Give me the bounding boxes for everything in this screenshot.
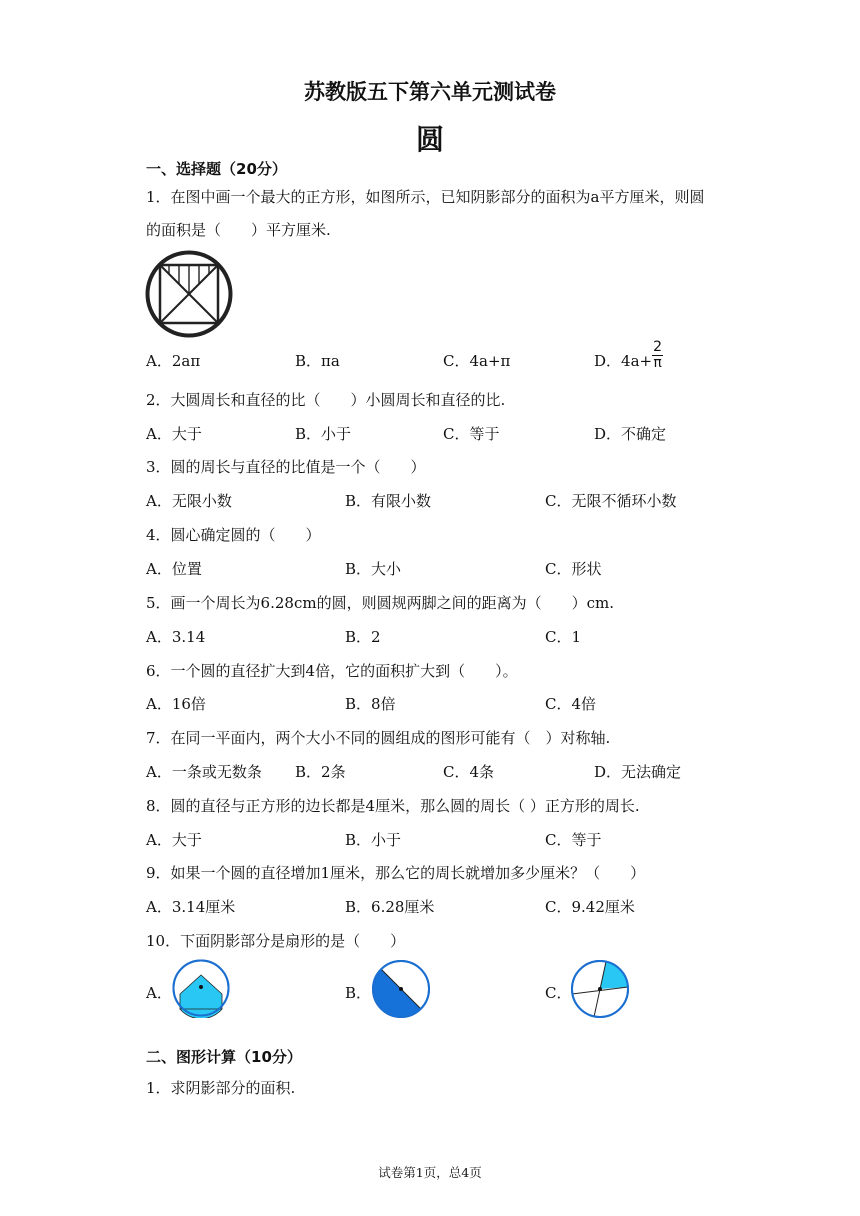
- option-c: C．4倍: [545, 695, 597, 713]
- option-b: B．小于: [295, 425, 352, 443]
- option-a: A．2aπ: [146, 352, 201, 370]
- section-heading: 一、选择题（20分）: [146, 160, 287, 178]
- question-text: 8．圆的直径与正方形的边长都是4厘米，那么圆的周长（ ）正方形的周长.: [146, 797, 640, 815]
- exam-title: 苏教版五下第六单元测试卷: [304, 79, 556, 104]
- option-c: C．9.42厘米: [545, 898, 635, 916]
- option-a: A．一条或无数条: [146, 763, 262, 781]
- option-b: B．大小: [345, 560, 402, 578]
- option-b: B．有限小数: [345, 492, 432, 510]
- option-b: B．6.28厘米: [345, 898, 435, 916]
- q10-figure-c: [569, 958, 631, 1020]
- question-text: 10．下面阴影部分是扇形的是（ ）: [146, 932, 406, 950]
- option-a: A．16倍: [146, 695, 206, 713]
- question-text: 2．大圆周长和直径的比（ ）小圆周长和直径的比.: [146, 391, 506, 409]
- option-d: [594, 338, 663, 371]
- option-c: C．无限不循环小数: [545, 492, 677, 510]
- q10-figure-a: [171, 958, 231, 1018]
- option-d-label: D．4a+: [594, 352, 653, 370]
- q1-figure: [143, 248, 235, 340]
- option-b: B．8倍: [345, 695, 396, 713]
- question-text: 的面积是（ ）平方厘米.: [146, 221, 331, 239]
- question-text: 1．在图中画一个最大的正方形，如图所示，已知阴影部分的面积为a平方厘米，则圆: [146, 188, 705, 206]
- page-footer: 试卷第1页，总4页: [378, 1165, 482, 1180]
- question-text: 7．在同一平面内，两个大小不同的圆组成的图形可能有（ ）对称轴.: [146, 729, 611, 747]
- question-text: 4．圆心确定圆的（ ）: [146, 526, 321, 544]
- option-d: D．不确定: [594, 425, 667, 443]
- option-c: C．形状: [545, 560, 602, 578]
- question-text: 1．求阴影部分的面积.: [146, 1079, 296, 1097]
- section-heading: 二、图形计算（10分）: [146, 1048, 302, 1066]
- fraction: [652, 340, 663, 371]
- option-c: C．4条: [443, 763, 495, 781]
- option-c: C．4a+π: [443, 352, 511, 370]
- option-a: A．无限小数: [146, 492, 232, 510]
- option-c: C．等于: [545, 831, 602, 849]
- question-text: 6．一个圆的直径扩大到4倍，它的面积扩大到（ ）。: [146, 662, 518, 680]
- option-c: C．1: [545, 628, 582, 646]
- option-b: B．2: [345, 628, 381, 646]
- question-text: 9．如果一个圆的直径增加1厘米，那么它的周长就增加多少厘米？（ ）: [146, 864, 646, 882]
- option-a: A．: [146, 984, 172, 1002]
- option-a: A．3.14: [146, 628, 206, 646]
- option-d: D．无法确定: [594, 763, 682, 781]
- option-c: C．等于: [443, 425, 500, 443]
- option-b: B．: [345, 984, 372, 1002]
- option-a: A．大于: [146, 831, 202, 849]
- option-b: B．πa: [295, 352, 340, 370]
- option-a: A．位置: [146, 560, 202, 578]
- fraction-denominator: π: [653, 354, 662, 371]
- exam-subtitle: 圆: [415, 123, 444, 156]
- option-a: A．大于: [146, 425, 202, 443]
- option-b: B．2条: [295, 763, 346, 781]
- option-b: B．小于: [345, 831, 402, 849]
- question-text: 5．画一个周长为6.28cm的圆，则圆规两脚之间的距离为（ ）cm.: [146, 594, 614, 612]
- fraction-numerator: 2: [653, 338, 663, 355]
- option-a: A．3.14厘米: [146, 898, 236, 916]
- question-text: 3．圆的周长与直径的比值是一个（ ）: [146, 458, 426, 476]
- q10-figure-b: [370, 958, 432, 1020]
- option-c: C．: [545, 984, 572, 1002]
